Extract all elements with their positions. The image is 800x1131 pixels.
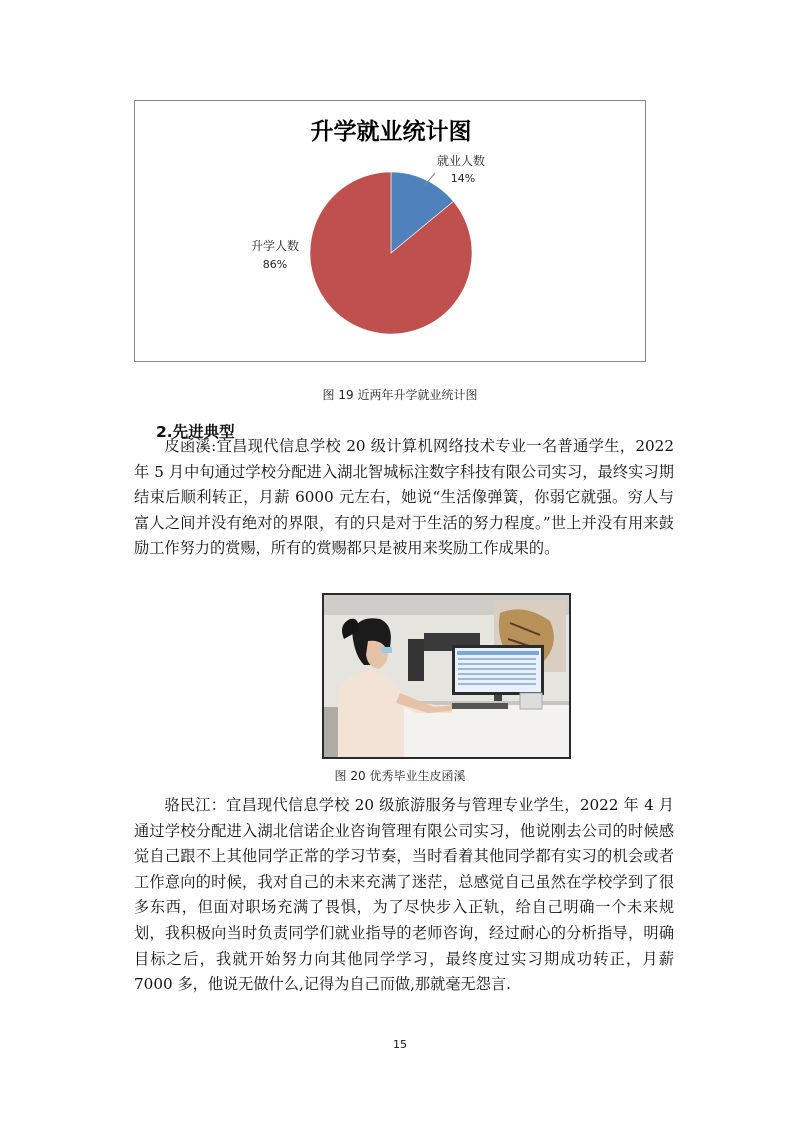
paragraph-luo-minjiang: 骆民江：宜昌现代信息学校 20 级旅游服务与管理专业学生，2022 年 4 月通过学校分配进入湖北信诺企业咨询管理有限公司实习，他说刚去公司的时候感觉自己跟不上其他同学正常的学习节奏，当时看着其他同学都有实习的机会或者工作意向的时候，我对自己的未来充满了迷茫，总感觉自己虽然在学校学到了很多东西，但面对职场充满了畏惧，为了尽快步入正轨，给自己明确一个未来规划，我积极向当时负责同学们就业指导的老师咨询，经过耐心的分析指导，明确目标之后，我就开始努力向其他同学学习，最终度过实习期成功转正，月薪 7000 多，他说无做什么,记得为自己而做,那就毫无怨言. xyxy=(134,796,674,994)
slice-label-employment: 就业人数 xyxy=(437,154,486,168)
pie-chart-figure xyxy=(134,100,646,362)
pie-chart xyxy=(135,101,647,363)
graduate-photo xyxy=(322,593,571,759)
slice-percent-further-study: 86% xyxy=(262,258,288,271)
figure-20-caption: 图 20 优秀毕业生皮函溪 xyxy=(334,769,466,783)
section-heading: 2.先进典型 xyxy=(156,423,235,441)
paragraph-pi-hanxi: 皮函溪:宜昌现代信息学校 20 级计算机网络技术专业一名普通学生，2022 年 5 月中旬通过学校分配进入湖北智城标注数字科技有限公司实习，最终实习期结束后顺利转正，月薪 6000 元左右，她说“生活像弹簧，你弱它就强。穷人与富人之间并没有绝对的界限，有的只是对于生活的努力程度。”世上并没有用来鼓励工作努力的赏赐，所有的赏赐都只是被用来奖励工作成果的。 xyxy=(134,437,674,558)
slice-percent-employment: 14% xyxy=(450,172,476,185)
office-photo-illustration xyxy=(324,595,569,757)
page-number: 15 xyxy=(393,1038,407,1051)
slice-label-further-study: 升学人数 xyxy=(250,239,300,253)
chart-title: 升学就业统计图 xyxy=(310,119,472,145)
figure-19-caption: 图 19 近两年升学就业统计图 xyxy=(322,388,478,402)
